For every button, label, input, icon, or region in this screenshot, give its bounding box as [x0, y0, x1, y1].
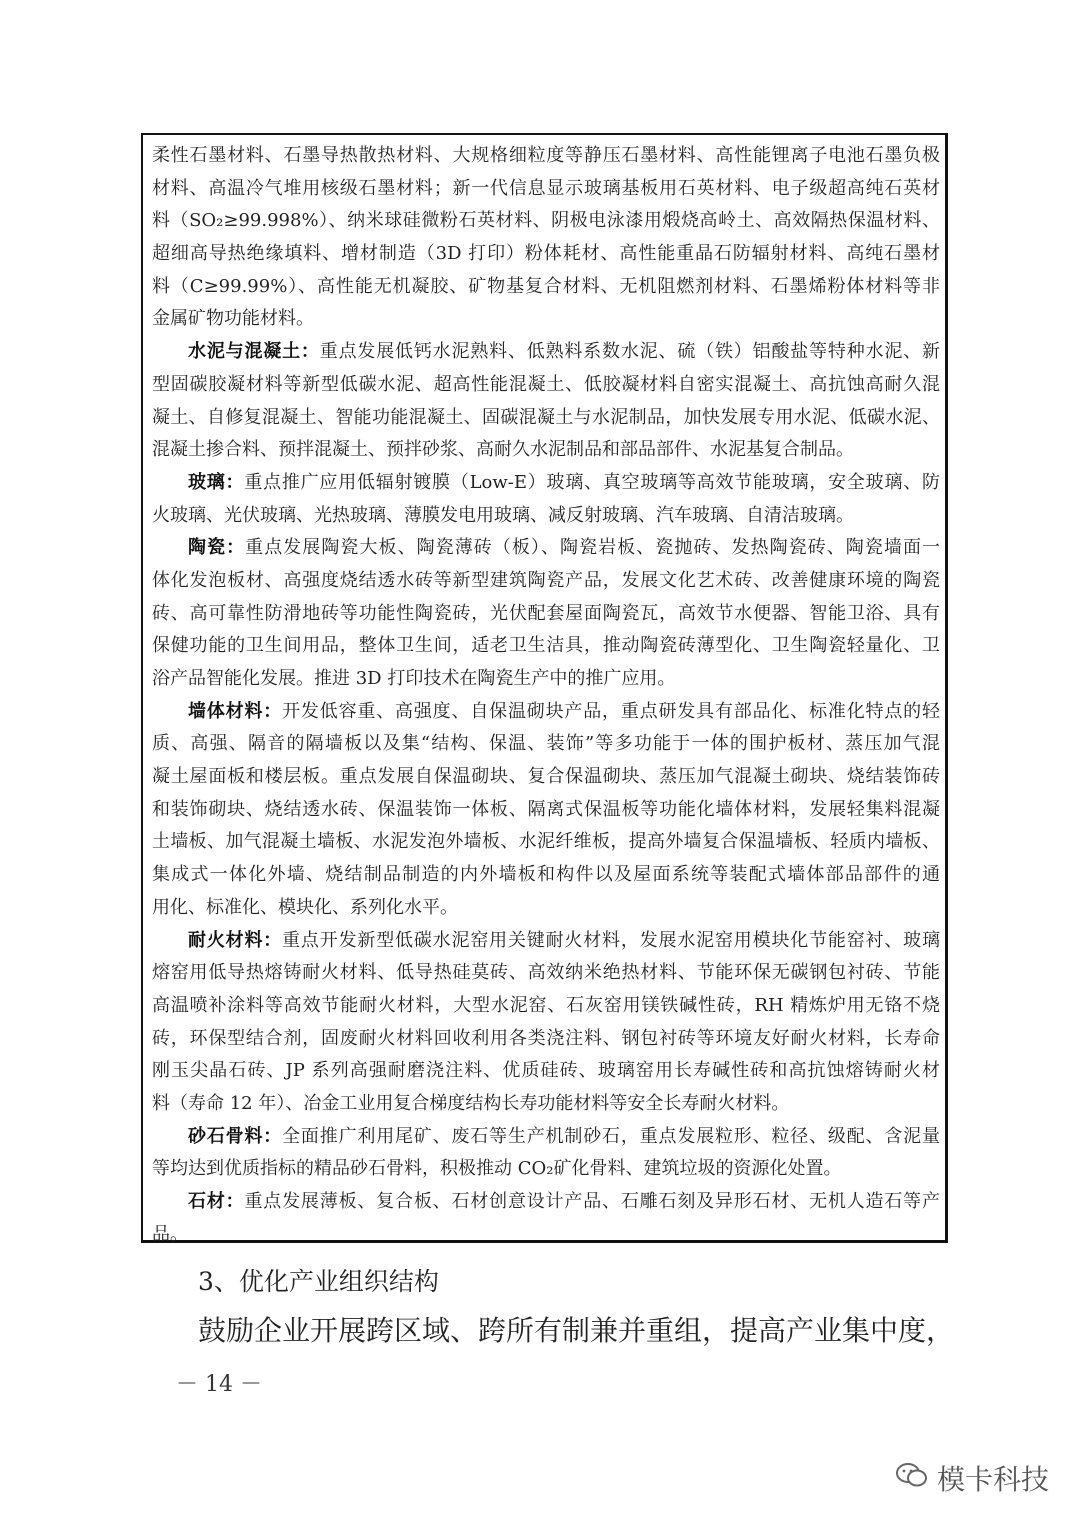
line-text: 和装饰砌块、烧结透水砖、保温装饰一体板、隔离式保温板等功能化墙体材料，发展轻集料混凝 — [152, 798, 940, 820]
text-line — [152, 630, 940, 663]
line-text: 重点发展低钙水泥熟料、低熟料系数水泥、硫（铁）铝酸盐等特种水泥、新 — [319, 341, 940, 363]
line-text: 料（寿命 12 年）、冶金工业用复合梯度结构长寿功能材料等安全长寿耐火材料。 — [152, 1092, 790, 1114]
text-line — [152, 238, 940, 271]
text-line — [152, 1186, 940, 1219]
line-text: 全面推广利用尾矿、废石等生产机制砂石，重点发展粒形、粒径、级配、含泥量 — [282, 1125, 940, 1147]
page-number: － 14 － — [176, 1372, 262, 1397]
line-text: 质、高强、隔音的隔墙板以及集“结构、保温、装饰”等多功能于一体的围护板材、蒸压加气混 — [152, 733, 940, 755]
text-line — [152, 336, 940, 369]
line-text: 砖，环保型结合剂，固废耐火材料回收利用各类浇注料、钢包衬砖等环境友好耐火材料，长寿命 — [152, 1027, 940, 1049]
line-text: 凝土屋面板和楼层板。重点发展自保温砌块、复合保温砌块、蒸压加气混凝土砌块、烧结装饰砖 — [152, 766, 940, 788]
text-line — [152, 369, 940, 402]
line-text: 料（SO₂≥99.998%）、纳米球硅微粉石英材料、阴极电泳漆用煅烧高岭土、高效隔热保温材料、 — [152, 210, 940, 232]
line-text: 重点发展陶瓷大板、陶瓷薄砖（板）、陶瓷岩板、瓷抛砖、发热陶瓷砖、陶瓷墙面一 — [245, 537, 940, 559]
line-text: 高温喷补涂料等高效节能耐火材料，大型水泥窑、石灰窑用镁铁碱性砖，RH 精炼炉用无铬不烧 — [152, 994, 940, 1016]
text-line — [152, 1219, 940, 1252]
text-line — [152, 271, 940, 304]
text-line — [152, 859, 940, 892]
line-text: 用化、标准化、模块化、系列化水平。 — [152, 896, 458, 918]
section-label: 墙体材料： — [188, 700, 283, 722]
text-line — [152, 434, 940, 467]
line-text: 重点推广应用低辐射镀膜（Low-E）玻璃、真空玻璃等高效节能玻璃，安全玻璃、防 — [244, 471, 940, 493]
text-line — [152, 303, 940, 336]
text-line — [152, 467, 940, 500]
text-line — [152, 957, 940, 990]
text-line — [152, 990, 940, 1023]
text-line — [152, 1121, 940, 1154]
line-text: 柔性石墨材料、石墨导热散热材料、大规格细粒度等静压石墨材料、高性能锂离子电池石墨负极 — [152, 145, 940, 166]
line-text: 保健功能的卫生间用品，整体卫生间，适老卫生洁具，推动陶瓷砖薄型化、卫生陶瓷轻量化、卫 — [152, 635, 940, 657]
line-text: 超细高导热绝缘填料、增材制造（3D 打印）粉体耗材、高性能重晶石防辐射材料、高纯石墨材 — [152, 243, 940, 265]
framed-text — [152, 140, 940, 1251]
line-text: 重点开发新型低碳水泥窑用关键耐火材料，发展水泥窑用模块化节能窑衬、玻璃 — [282, 929, 940, 951]
section-label: 耐火材料： — [188, 929, 283, 951]
line-text: 品。 — [152, 1223, 188, 1245]
line-text: 料（C≥99.99%）、高性能无机凝胶、矿物基复合材料、无机阻燃剂材料、石墨烯粉体材料等非 — [152, 275, 940, 297]
line-text: 火玻璃、光伏玻璃、光热玻璃、薄膜发电用玻璃、减反射玻璃、汽车玻璃、自清洁玻璃。 — [152, 504, 854, 526]
text-line — [152, 696, 940, 729]
section-label: 陶瓷： — [188, 537, 246, 559]
line-text: 凝土、自修复混凝土、智能功能混凝土、固碳混凝土与水泥制品，加快发展专用水泥、低碳水泥、 — [152, 406, 940, 428]
text-line — [152, 402, 940, 435]
text-line — [152, 663, 940, 696]
body-paragraph: 鼓励企业开展跨区域、跨所有制兼并重组，提高产业集中度， — [198, 1314, 955, 1347]
text-line — [152, 173, 940, 206]
line-text: 材料、高温冷气堆用核级石墨材料；新一代信息显示玻璃基板用石英材料、电子级超高纯石英材 — [152, 177, 940, 199]
line-text: 土墙板、加气混凝土墙板、水泥发泡外墙板、水泥纤维板，提高外墙复合保温墙板、轻质内墙板、 — [152, 831, 940, 853]
section-label: 石材： — [188, 1191, 245, 1212]
line-text: 体化发泡板材、高强度烧结透水砖等新型建筑陶瓷产品，发展文化艺术砖、改善健康环境的陶瓷 — [152, 569, 940, 591]
section-heading: 3、优化产业组织结构 — [198, 1267, 439, 1296]
text-line — [152, 728, 940, 761]
section-label: 玻璃： — [188, 471, 245, 493]
line-text: 熔窑用低导热熔铸耐火材料、低导热硅莫砖、高效纳米绝热材料、节能环保无碳钢包衬砖、节能 — [152, 962, 940, 984]
text-line — [152, 1153, 940, 1186]
line-text: 砖、高可靠性防滑地砖等功能性陶瓷砖，光伏配套屋面陶瓷瓦，高效节水便器、智能卫浴、具有 — [152, 602, 940, 624]
text-line — [152, 794, 940, 827]
line-text: 等均达到优质指标的精品砂石骨料，积极推动 CO₂矿化骨料、建筑垃圾的资源化处置。 — [152, 1158, 842, 1180]
text-line — [152, 205, 940, 238]
watermark — [895, 1458, 1049, 1498]
text-line — [152, 1088, 940, 1121]
watermark-text: 模卡科技 — [937, 1463, 1050, 1496]
text-line — [152, 1055, 940, 1088]
text-line — [152, 565, 940, 598]
text-line — [152, 892, 940, 925]
line-text: 型固碳胶凝材料等新型低碳水泥、超高性能混凝土、低胶凝材料自密实混凝土、高抗蚀高耐久混 — [152, 373, 940, 395]
section-label: 砂石骨料： — [188, 1125, 283, 1147]
text-line — [152, 532, 940, 565]
text-line — [152, 1023, 940, 1056]
wechat-icon — [895, 1461, 929, 1496]
text-line — [152, 500, 940, 533]
text-line — [152, 826, 940, 859]
line-text: 开发低容重、高强度、自保温砌块产品，重点研发具有部品化、标准化特点的轻 — [282, 700, 940, 722]
line-text: 浴产品智能化发展。推进 3D 打印技术在陶瓷生产中的推广应用。 — [152, 668, 676, 689]
text-line — [152, 140, 940, 173]
text-line — [152, 761, 940, 794]
line-text: 集成式一体化外墙、烧结制品制造的内外墙板和构件以及屋面系统等装配式墙体部品部件的通 — [152, 864, 940, 886]
line-text: 混凝土掺合料、预拌混凝土、预拌砂浆、高耐久水泥制品和部品部件、水泥基复合制品。 — [152, 439, 854, 461]
text-line — [152, 925, 940, 958]
line-text: 刚玉尖晶石砖、JP 系列高强耐磨浇注料、优质硅砖、玻璃窑用长寿碱性砖和高抗蚀熔铸耐火材 — [152, 1060, 940, 1082]
line-text: 金属矿物功能材料。 — [152, 308, 314, 330]
line-text: 重点发展薄板、复合板、石材创意设计产品、石雕石刻及异形石材、无机人造石等产 — [244, 1191, 940, 1212]
section-label: 水泥与混凝土： — [188, 341, 320, 363]
text-line — [152, 598, 940, 631]
